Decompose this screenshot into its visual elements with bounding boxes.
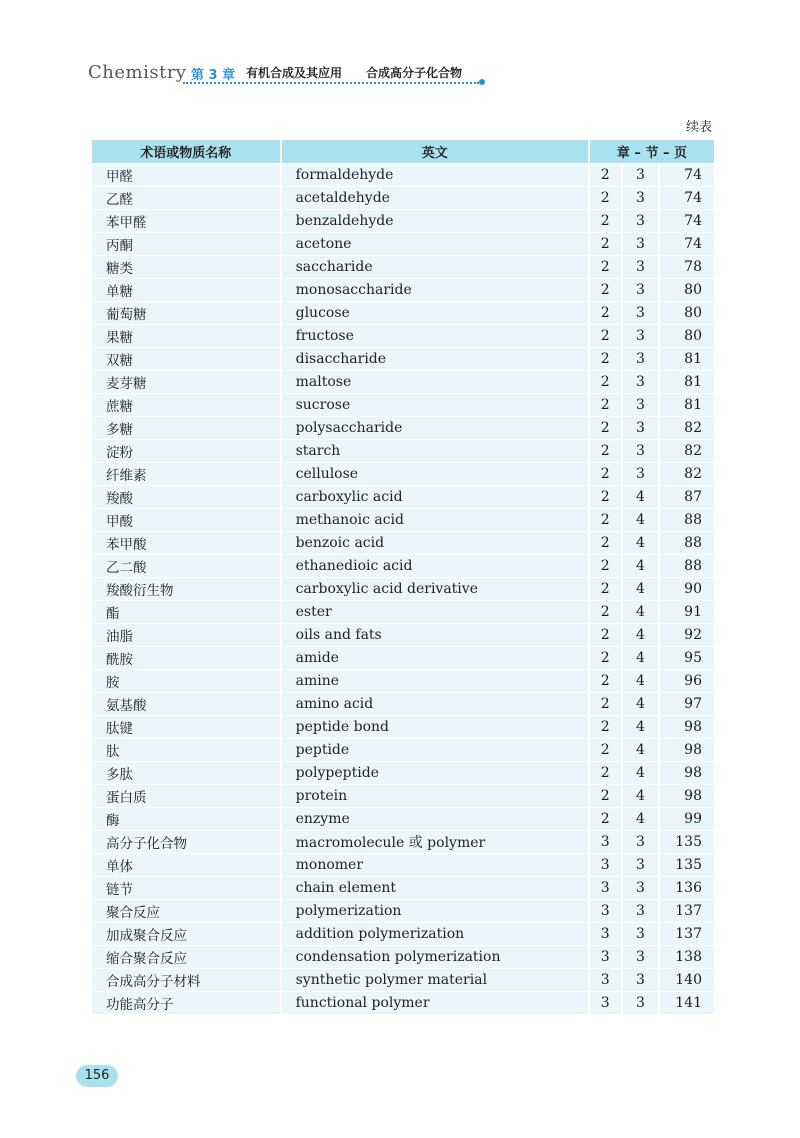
table-row [92, 669, 714, 692]
table-row [92, 876, 714, 899]
chapter-cell: 3 [590, 899, 623, 922]
page-cell: 88 [660, 531, 714, 554]
book-brand: Chemistry [88, 62, 187, 83]
section-cell: 3 [623, 163, 661, 186]
term-name-cell: 肽 [92, 738, 282, 761]
chapter-cell: 2 [590, 646, 623, 669]
term-english-cell: protein [282, 784, 590, 807]
section-cell: 4 [623, 692, 661, 715]
table-row [92, 623, 714, 646]
section-cell: 4 [623, 784, 661, 807]
page-cell: 80 [660, 301, 714, 324]
page-cell: 135 [660, 853, 714, 876]
section-cell: 3 [623, 370, 661, 393]
table-row [92, 830, 714, 853]
section-cell: 3 [623, 945, 661, 968]
chapter-number: 第 3 章 [191, 68, 236, 83]
chapter-cell: 2 [590, 531, 623, 554]
page-cell: 88 [660, 554, 714, 577]
section-cell: 4 [623, 715, 661, 738]
section-cell: 4 [623, 600, 661, 623]
term-english-cell: monomer [282, 853, 590, 876]
term-name-cell: 甲酸 [92, 508, 282, 531]
page-cell: 98 [660, 738, 714, 761]
page-cell: 98 [660, 715, 714, 738]
table-row [92, 577, 714, 600]
header-english: 英文 [282, 140, 590, 163]
table-row [92, 531, 714, 554]
glossary-table-body [92, 163, 714, 1014]
table-row [92, 370, 714, 393]
section-cell: 3 [623, 209, 661, 232]
page-cell: 90 [660, 577, 714, 600]
term-name-cell: 多肽 [92, 761, 282, 784]
term-english-cell: sucrose [282, 393, 590, 416]
term-name-cell: 酯 [92, 600, 282, 623]
chapter-cell: 2 [590, 278, 623, 301]
page-cell: 80 [660, 324, 714, 347]
table-row [92, 416, 714, 439]
term-name-cell: 纤维素 [92, 462, 282, 485]
term-name-cell: 乙醛 [92, 186, 282, 209]
term-name-cell: 缩合聚合反应 [92, 945, 282, 968]
section-cell: 3 [623, 301, 661, 324]
page-cell: 98 [660, 784, 714, 807]
chapter-cell: 2 [590, 692, 623, 715]
table-row [92, 324, 714, 347]
chapter-cell: 2 [590, 462, 623, 485]
chapter-cell: 3 [590, 830, 623, 853]
chapter-cell: 2 [590, 669, 623, 692]
section-cell: 3 [623, 968, 661, 991]
section-cell: 3 [623, 922, 661, 945]
table-row [92, 945, 714, 968]
page-cell: 96 [660, 669, 714, 692]
page-cell: 81 [660, 393, 714, 416]
page-cell: 141 [660, 991, 714, 1014]
chapter-cell: 3 [590, 853, 623, 876]
page-cell: 88 [660, 508, 714, 531]
table-row [92, 554, 714, 577]
page-cell: 82 [660, 462, 714, 485]
term-name-cell: 淀粉 [92, 439, 282, 462]
table-row [92, 255, 714, 278]
page-cell: 74 [660, 163, 714, 186]
page-cell: 137 [660, 922, 714, 945]
page-cell: 81 [660, 370, 714, 393]
term-english-cell: saccharide [282, 255, 590, 278]
chapter-cell: 2 [590, 301, 623, 324]
section-cell: 4 [623, 554, 661, 577]
term-english-cell: amine [282, 669, 590, 692]
chapter-cell: 2 [590, 163, 623, 186]
term-name-cell: 单糖 [92, 278, 282, 301]
term-name-cell: 胺 [92, 669, 282, 692]
page-cell: 99 [660, 807, 714, 830]
chapter-cell: 2 [590, 784, 623, 807]
header-term-name: 术语或物质名称 [92, 140, 282, 163]
chapter-cell: 2 [590, 600, 623, 623]
chapter-cell: 2 [590, 738, 623, 761]
term-english-cell: ethanedioic acid [282, 554, 590, 577]
term-english-cell: acetone [282, 232, 590, 255]
term-english-cell: synthetic polymer material [282, 968, 590, 991]
term-english-cell: carboxylic acid derivative [282, 577, 590, 600]
section-cell: 4 [623, 646, 661, 669]
chapter-cell: 2 [590, 393, 623, 416]
chapter-cell: 2 [590, 485, 623, 508]
term-english-cell: oils and fats [282, 623, 590, 646]
section-cell: 4 [623, 669, 661, 692]
term-name-cell: 羧酸 [92, 485, 282, 508]
term-name-cell: 糖类 [92, 255, 282, 278]
term-english-cell: polymerization [282, 899, 590, 922]
chapter-cell: 2 [590, 209, 623, 232]
chapter-cell: 2 [590, 508, 623, 531]
term-name-cell: 甲醛 [92, 163, 282, 186]
table-row [92, 600, 714, 623]
term-name-cell: 果糖 [92, 324, 282, 347]
chapter-cell: 3 [590, 945, 623, 968]
glossary-table [92, 140, 714, 1014]
term-name-cell: 葡萄糖 [92, 301, 282, 324]
chapter-cell: 2 [590, 347, 623, 370]
term-english-cell: peptide bond [282, 715, 590, 738]
running-header [88, 58, 488, 88]
term-english-cell: glucose [282, 301, 590, 324]
table-row [92, 462, 714, 485]
chapter-cell: 2 [590, 761, 623, 784]
term-name-cell: 苯甲酸 [92, 531, 282, 554]
term-name-cell: 羧酸衍生物 [92, 577, 282, 600]
section-cell: 3 [623, 991, 661, 1014]
page-cell: 82 [660, 416, 714, 439]
section-cell: 3 [623, 416, 661, 439]
section-cell: 3 [623, 324, 661, 347]
term-name-cell: 双糖 [92, 347, 282, 370]
page-cell: 87 [660, 485, 714, 508]
table-row [92, 485, 714, 508]
page-cell: 91 [660, 600, 714, 623]
chapter-cell: 2 [590, 186, 623, 209]
table-row [92, 393, 714, 416]
page-cell: 136 [660, 876, 714, 899]
term-english-cell: cellulose [282, 462, 590, 485]
page-cell: 78 [660, 255, 714, 278]
section-cell: 3 [623, 393, 661, 416]
page-cell: 138 [660, 945, 714, 968]
page-cell: 135 [660, 830, 714, 853]
section-cell: 4 [623, 577, 661, 600]
table-row [92, 278, 714, 301]
page-cell: 95 [660, 646, 714, 669]
term-english-cell: amino acid [282, 692, 590, 715]
term-english-cell: benzoic acid [282, 531, 590, 554]
term-english-cell: ester [282, 600, 590, 623]
term-name-cell: 链节 [92, 876, 282, 899]
term-english-cell: chain element [282, 876, 590, 899]
chapter-cell: 2 [590, 255, 623, 278]
page-cell: 74 [660, 209, 714, 232]
term-english-cell: condensation polymerization [282, 945, 590, 968]
term-name-cell: 蛋白质 [92, 784, 282, 807]
section-cell: 4 [623, 508, 661, 531]
term-name-cell: 苯甲醛 [92, 209, 282, 232]
term-name-cell: 肽键 [92, 715, 282, 738]
page-cell: 137 [660, 899, 714, 922]
header-dotted-rule [183, 82, 479, 84]
page-cell: 81 [660, 347, 714, 370]
table-row [92, 508, 714, 531]
term-name-cell: 合成高分子材料 [92, 968, 282, 991]
header-chapter-section-page: 章 – 节 – 页 [590, 140, 714, 163]
term-english-cell: maltose [282, 370, 590, 393]
chapter-cell: 2 [590, 577, 623, 600]
term-name-cell: 加成聚合反应 [92, 922, 282, 945]
chapter-cell: 2 [590, 807, 623, 830]
term-english-cell: benzaldehyde [282, 209, 590, 232]
section-cell: 4 [623, 738, 661, 761]
section-cell: 4 [623, 531, 661, 554]
chapter-cell: 2 [590, 324, 623, 347]
section-cell: 3 [623, 232, 661, 255]
term-english-cell: formaldehyde [282, 163, 590, 186]
table-header-row [92, 140, 714, 163]
term-name-cell: 丙酮 [92, 232, 282, 255]
term-english-cell: functional polymer [282, 991, 590, 1014]
term-english-cell: amide [282, 646, 590, 669]
chapter-cell: 3 [590, 991, 623, 1014]
table-row [92, 807, 714, 830]
table-row [92, 991, 714, 1014]
term-english-cell: methanoic acid [282, 508, 590, 531]
term-english-cell: disaccharide [282, 347, 590, 370]
term-name-cell: 聚合反应 [92, 899, 282, 922]
table-row [92, 186, 714, 209]
chapter-cell: 2 [590, 370, 623, 393]
table-row [92, 209, 714, 232]
header-dot-ornament [479, 79, 485, 85]
section-cell: 3 [623, 347, 661, 370]
table-row [92, 347, 714, 370]
chapter-cell: 3 [590, 876, 623, 899]
chapter-cell: 3 [590, 968, 623, 991]
section-cell: 4 [623, 807, 661, 830]
term-english-cell: enzyme [282, 807, 590, 830]
term-name-cell: 酰胺 [92, 646, 282, 669]
table-row [92, 899, 714, 922]
term-english-cell: starch [282, 439, 590, 462]
section-cell: 4 [623, 623, 661, 646]
continued-label: 续表 [685, 120, 712, 135]
chapter-cell: 2 [590, 439, 623, 462]
table-row [92, 232, 714, 255]
page-cell: 74 [660, 232, 714, 255]
page-cell: 74 [660, 186, 714, 209]
page-cell: 98 [660, 761, 714, 784]
chapter-cell: 2 [590, 416, 623, 439]
term-english-cell: polysaccharide [282, 416, 590, 439]
table-row [92, 163, 714, 186]
table-row [92, 301, 714, 324]
chapter-cell: 2 [590, 623, 623, 646]
table-row [92, 853, 714, 876]
table-row [92, 761, 714, 784]
table-row [92, 439, 714, 462]
term-name-cell: 高分子化合物 [92, 830, 282, 853]
chapter-cell: 2 [590, 715, 623, 738]
page-cell: 140 [660, 968, 714, 991]
term-english-cell: macromolecule 或 polymer [282, 830, 590, 853]
page-cell: 82 [660, 439, 714, 462]
table-row [92, 922, 714, 945]
term-english-cell: addition polymerization [282, 922, 590, 945]
section-cell: 4 [623, 485, 661, 508]
term-name-cell: 单体 [92, 853, 282, 876]
term-name-cell: 麦芽糖 [92, 370, 282, 393]
table-row [92, 968, 714, 991]
term-english-cell: polypeptide [282, 761, 590, 784]
section-cell: 3 [623, 462, 661, 485]
section-cell: 3 [623, 278, 661, 301]
page-number-badge: 156 [76, 1065, 118, 1087]
section-cell: 3 [623, 186, 661, 209]
section-cell: 3 [623, 899, 661, 922]
table-row [92, 715, 714, 738]
section-title: 合成高分子化合物 [366, 66, 463, 80]
section-cell: 3 [623, 255, 661, 278]
term-english-cell: fructose [282, 324, 590, 347]
table-row [92, 692, 714, 715]
term-name-cell: 乙二酸 [92, 554, 282, 577]
term-english-cell: carboxylic acid [282, 485, 590, 508]
term-english-cell: peptide [282, 738, 590, 761]
chapter-cell: 2 [590, 232, 623, 255]
section-cell: 3 [623, 853, 661, 876]
section-cell: 3 [623, 876, 661, 899]
term-name-cell: 油脂 [92, 623, 282, 646]
table-row [92, 646, 714, 669]
section-cell: 3 [623, 830, 661, 853]
term-name-cell: 蔗糖 [92, 393, 282, 416]
term-name-cell: 功能高分子 [92, 991, 282, 1014]
term-name-cell: 氨基酸 [92, 692, 282, 715]
page-cell: 80 [660, 278, 714, 301]
section-cell: 3 [623, 439, 661, 462]
term-name-cell: 多糖 [92, 416, 282, 439]
chapter-cell: 2 [590, 554, 623, 577]
chapter-title: 有机合成及其应用 [246, 66, 343, 80]
page-cell: 92 [660, 623, 714, 646]
term-english-cell: acetaldehyde [282, 186, 590, 209]
chapter-cell: 3 [590, 922, 623, 945]
term-name-cell: 酶 [92, 807, 282, 830]
table-row [92, 738, 714, 761]
term-english-cell: monosaccharide [282, 278, 590, 301]
table-row [92, 784, 714, 807]
page-cell: 97 [660, 692, 714, 715]
section-cell: 4 [623, 761, 661, 784]
